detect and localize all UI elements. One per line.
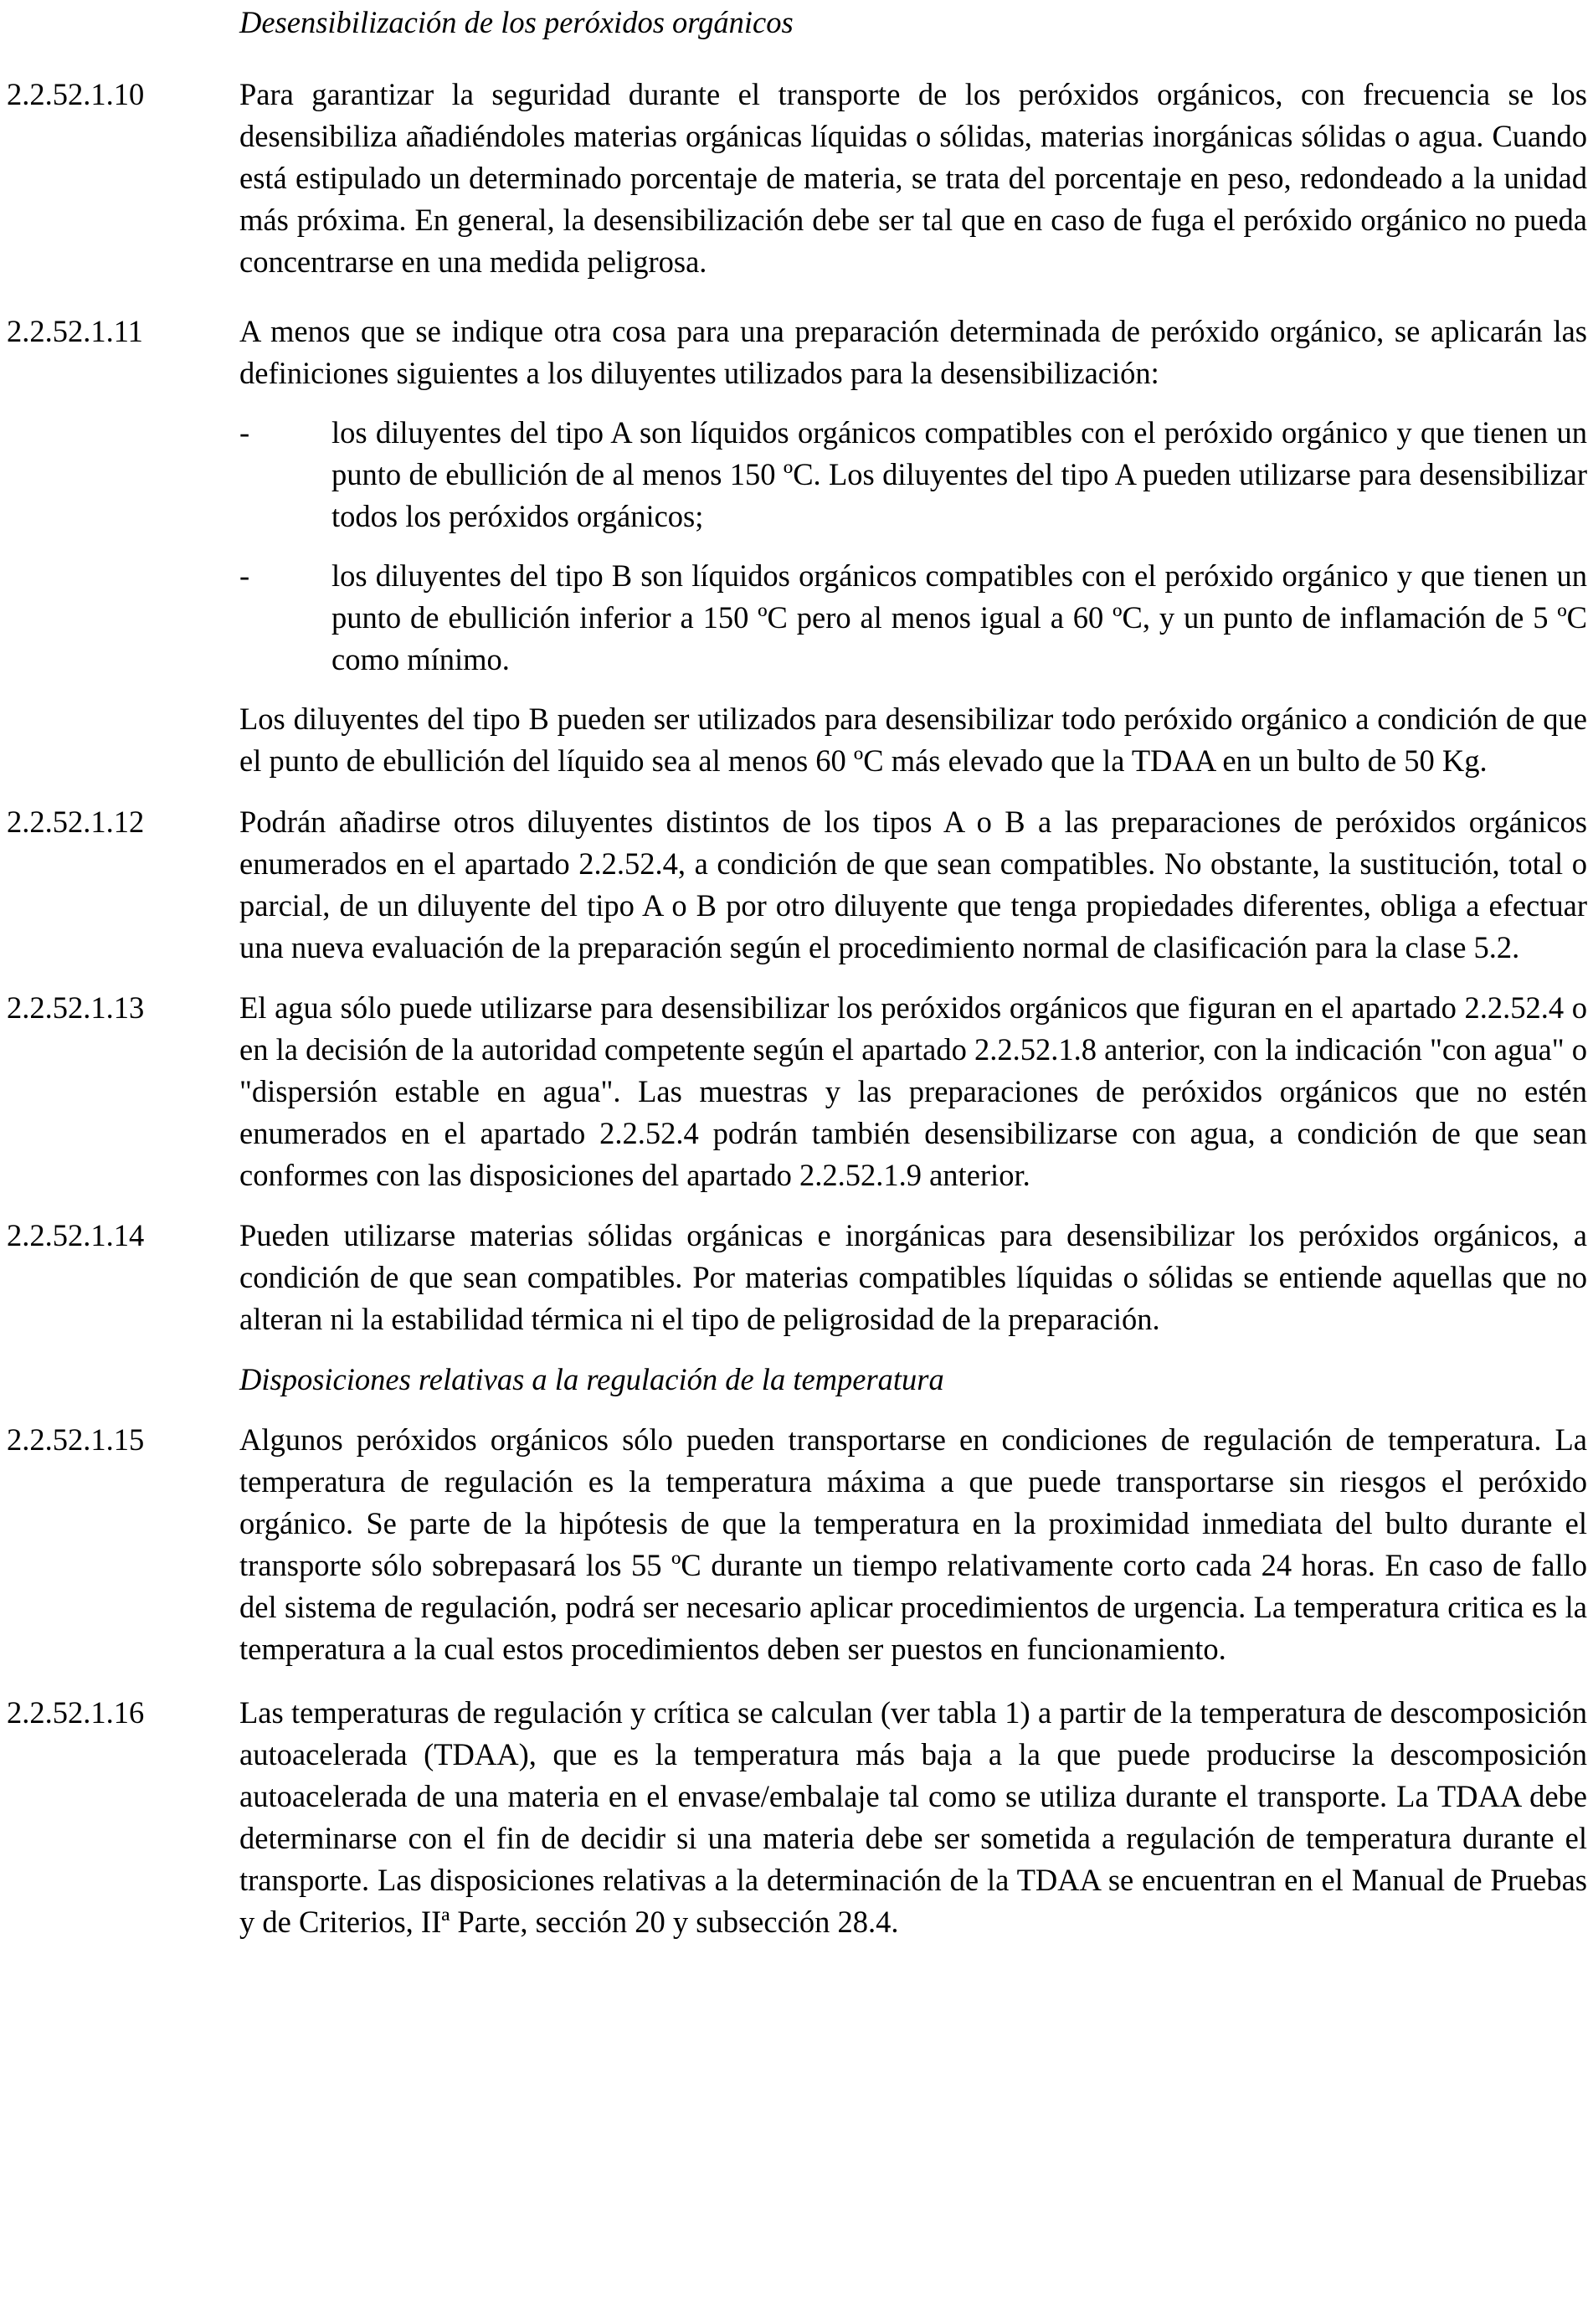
- list-item-text: los diluyentes del tipo A son líquidos orgánicos compatibles con el peróxido orgánico y que tienen un punto de ebullición de al menos 150 ºC. Los diluyentes del tipo A pueden utilizarse para desensibilizar todos los peróxidos orgánicos;: [331, 415, 1587, 533]
- list-item-text: los diluyentes del tipo B son líquidos orgánicos compatibles con el peróxido orgánico y que tienen un punto de ebullición inferior a 150 ºC pero al menos igual a 60 ºC, y un punto de inflamación de 5 ºC como mínimo.: [331, 558, 1587, 676]
- paragraph-number: 2.2.52.1.13: [7, 990, 145, 1025]
- paragraph-number: 2.2.52.1.16: [7, 1695, 145, 1730]
- paragraph-body: [239, 311, 1587, 782]
- paragraph-2-2-52-1-15: [7, 1419, 1587, 1670]
- paragraph-number: 2.2.52.1.10: [7, 77, 145, 111]
- paragraph-number: 2.2.52.1.11: [7, 314, 143, 348]
- section-heading-desensitization: Desensibilización de los peróxidos orgánicos: [239, 5, 794, 39]
- paragraph-text: El agua sólo puede utilizarse para desensibilizar los peróxidos orgánicos que figuran en el apartado 2.2.52.4 o en la decisión de la autoridad competente según el apartado 2.2.52.1.8 anterior, con la indicación "con agua" o "dispersión estable en agua". Las muestras y las preparaciones de peróxidos orgánicos que no estén enumerados en el apartado 2.2.52.4 podrán también desensibilizarse con agua, a condición de que sean conformes con las disposiciones del apartado 2.2.52.1.9 anterior.: [239, 990, 1587, 1192]
- paragraph-text: Pueden utilizarse materias sólidas orgánicas e inorgánicas para desensibilizar los peróxidos orgánicos, a condición de que sean compatibles. Por materias compatibles líquidas o sólidas se entiende aquellas que no alteran ni la estabilidad térmica ni el tipo de peligrosidad de la preparación.: [239, 1218, 1587, 1336]
- paragraph-number: 2.2.52.1.12: [7, 805, 145, 839]
- paragraph-2-2-52-1-12: [7, 801, 1587, 969]
- list-item: [239, 412, 1587, 537]
- list-item: [239, 555, 1587, 681]
- paragraph-2-2-52-1-10: [7, 74, 1587, 283]
- section-heading-temperature-regulation: Disposiciones relativas a la regulación de la temperatura: [239, 1362, 944, 1396]
- paragraph-2-2-52-1-16: [7, 1692, 1587, 1943]
- paragraph-intro: A menos que se indique otra cosa para una preparación determinada de peróxido orgánico, se aplicarán las definiciones siguientes a los diluyentes utilizados para la desensibilización:: [239, 314, 1587, 390]
- paragraph-number: 2.2.52.1.14: [7, 1218, 145, 1252]
- paragraph-2-2-52-1-11: [7, 311, 1587, 782]
- dash-bullet: -: [239, 558, 250, 593]
- dash-bullet: -: [239, 415, 250, 450]
- paragraph-2-2-52-1-14: [7, 1215, 1587, 1340]
- paragraph-number: 2.2.52.1.15: [7, 1422, 145, 1457]
- paragraph-outro: Los diluyentes del tipo B pueden ser utilizados para desensibilizar todo peróxido orgánico a condición de que el punto de ebullición del líquido sea al menos 60 ºC más elevado que la TDAA en un bulto de 50 Kg.: [239, 702, 1587, 778]
- paragraph-text: Algunos peróxidos orgánicos sólo pueden transportarse en condiciones de regulación de temperatura. La temperatura de regulación es la temperatura máxima a que puede transportarse sin riesgos el peróxido orgánico. Se parte de la hipótesis de que la temperatura en la proximidad inmediata del bulto durante el transporte sólo sobrepasará los 55 ºC durante un tiempo relativamente corto cada 24 horas. En caso de fallo del sistema de regulación, podrá ser necesario aplicar procedimientos de urgencia. La temperatura critica es la temperatura a la cual estos procedimientos deben ser puestos en funcionamiento.: [239, 1422, 1587, 1666]
- paragraph-2-2-52-1-13: [7, 987, 1587, 1196]
- paragraph-text: Las temperaturas de regulación y crítica se calculan (ver tabla 1) a partir de la temperatura de descomposición autoacelerada (TDAA), que es la temperatura más baja a la que puede producirse la descomposición autoacelerada de una materia en el envase/embalaje tal como se utiliza durante el transporte. La TDAA debe determinarse con el fin de decidir si una materia debe ser sometida a regulación de temperatura durante el transporte. Las disposiciones relativas a la determinación de la TDAA se encuentran en el Manual de Pruebas y de Criterios, IIª Parte, sección 20 y subsección 28.4.: [239, 1695, 1587, 1939]
- paragraph-text: Podrán añadirse otros diluyentes distintos de los tipos A o B a las preparaciones de peróxidos orgánicos enumerados en el apartado 2.2.52.4, a condición de que sean compatibles. No obstante, la sustitución, total o parcial, de un diluyente del tipo A o B por otro diluyente que tenga propiedades diferentes, obliga a efectuar una nueva evaluación de la preparación según el procedimiento normal de clasificación para la clase 5.2.: [239, 805, 1587, 964]
- document-page: [7, 0, 1587, 1943]
- paragraph-text: Para garantizar la seguridad durante el transporte de los peróxidos orgánicos, con frecuencia se los desensibiliza añadiéndoles materias orgánicas líquidas o sólidas, materias inorgánicas sólidas o agua. Cuando está estipulado un determinado porcentaje de materia, se trata del porcentaje en peso, redondeado a la unidad más próxima. En general, la desensibilización debe ser tal que en caso de fuga el peróxido orgánico no pueda concentrarse en una medida peligrosa.: [239, 77, 1587, 279]
